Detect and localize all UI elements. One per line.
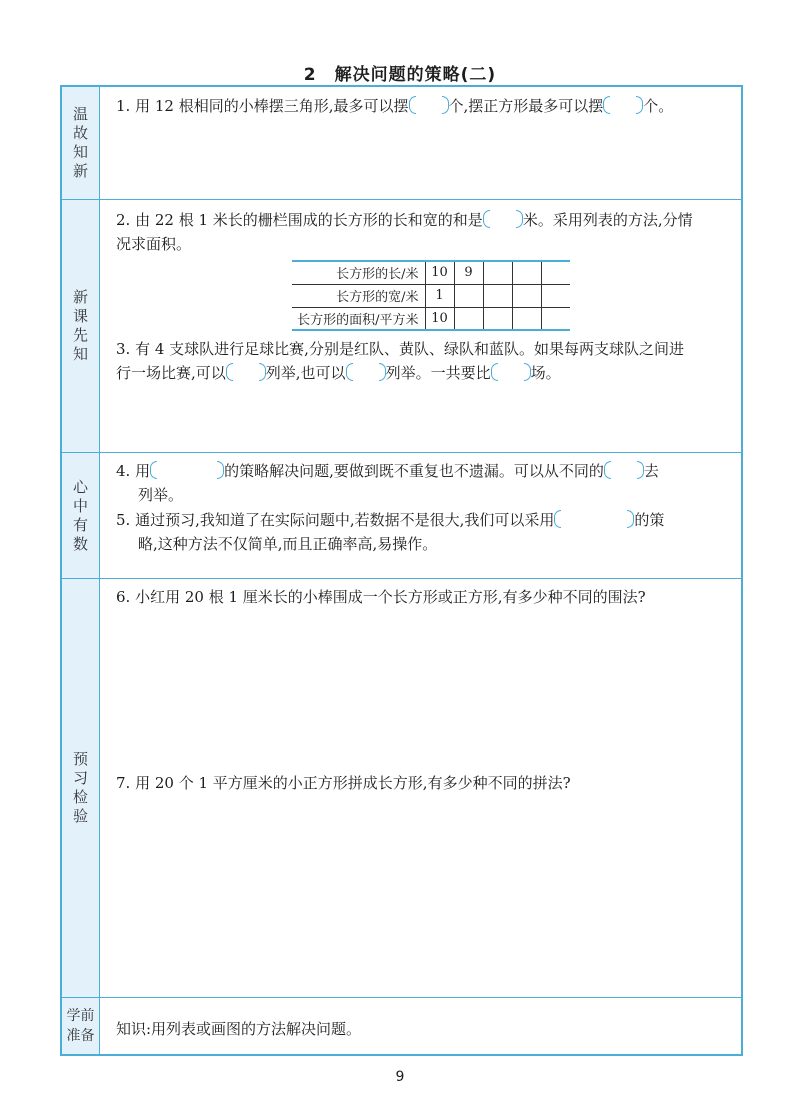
table-cell[interactable] <box>454 307 483 330</box>
section-new <box>62 200 741 453</box>
question-4: 4. 用 的策略解决问题,要做到既不重复也不遗漏。可以从不同的 去 列举。 <box>116 462 659 504</box>
question-2: 2. 由 22 根 1 米长的栅栏围成的长方形的长和宽的和是 米。采用列表的方法,分情 况求面积。 <box>116 211 693 253</box>
page-number: 9 <box>395 1069 405 1085</box>
row-header: 长方形的长/米 <box>292 261 425 284</box>
row-header: 长方形的宽/米 <box>292 284 425 307</box>
section-number: 2 <box>303 65 317 85</box>
table-cell[interactable] <box>454 284 483 307</box>
section-preview <box>62 579 741 998</box>
section-title: 解决问题的策略(二) <box>334 65 497 85</box>
table-cell[interactable] <box>483 307 512 330</box>
listing-table <box>292 260 570 331</box>
table-cell: 10 <box>425 307 454 330</box>
answer-blank[interactable] <box>483 210 523 228</box>
table-cell[interactable] <box>541 284 570 307</box>
answer-blank[interactable] <box>150 461 224 479</box>
table-row <box>292 284 570 307</box>
table-row <box>292 307 570 330</box>
table-cell: 10 <box>425 261 454 284</box>
table-row <box>292 261 570 284</box>
table-cell[interactable] <box>512 284 541 307</box>
table-cell[interactable] <box>512 307 541 330</box>
question-1: 1. 用 12 根相同的小棒摆三角形,最多可以摆 个,摆正方形最多可以摆 个。 <box>116 97 674 115</box>
table-cell: 9 <box>454 261 483 284</box>
prep-text: 知识:用列表或画图的方法解决问题。 <box>116 1020 362 1038</box>
answer-blank[interactable] <box>554 510 634 528</box>
section-prep <box>62 998 741 1054</box>
table-cell: 1 <box>425 284 454 307</box>
question-7: 7. 用 20 个 1 平方厘米的小正方形拼成长方形,有多少种不同的拼法? <box>116 774 571 792</box>
question-3: 3. 有 4 支球队进行足球比赛,分别是红队、黄队、绿队和蓝队。如果每两支球队之间进 行一场比赛,可以 列举,也可以 列举。一共要比 场。 <box>116 340 684 382</box>
question-5: 5. 通过预习,我知道了在实际问题中,若数据不是很大,我们可以采用 的策 略,这种方法不仅简单,而且正确率高,易操作。 <box>116 511 665 553</box>
table-cell[interactable] <box>483 261 512 284</box>
side-label-new: 新课先知 <box>62 200 100 452</box>
side-label-mind: 心中有数 <box>62 453 100 578</box>
table-cell[interactable] <box>483 284 512 307</box>
row-header: 长方形的面积/平方米 <box>292 307 425 330</box>
table-cell[interactable] <box>512 261 541 284</box>
table-cell[interactable] <box>541 261 570 284</box>
side-label-prep: 学前 准备 <box>62 998 100 1054</box>
answer-blank[interactable] <box>604 461 644 479</box>
question-6: 6. 小红用 20 根 1 厘米长的小棒围成一个长方形或正方形,有多少种不同的围法? <box>116 588 646 606</box>
section-review <box>62 87 741 200</box>
page-title <box>0 60 800 85</box>
side-label-review: 温故知新 <box>62 87 100 199</box>
answer-blank[interactable] <box>603 96 643 114</box>
answer-blank[interactable] <box>409 96 449 114</box>
table-cell[interactable] <box>541 307 570 330</box>
worksheet-frame <box>60 85 743 1056</box>
side-label-preview: 预习检验 <box>62 579 100 997</box>
section-mind <box>62 453 741 579</box>
